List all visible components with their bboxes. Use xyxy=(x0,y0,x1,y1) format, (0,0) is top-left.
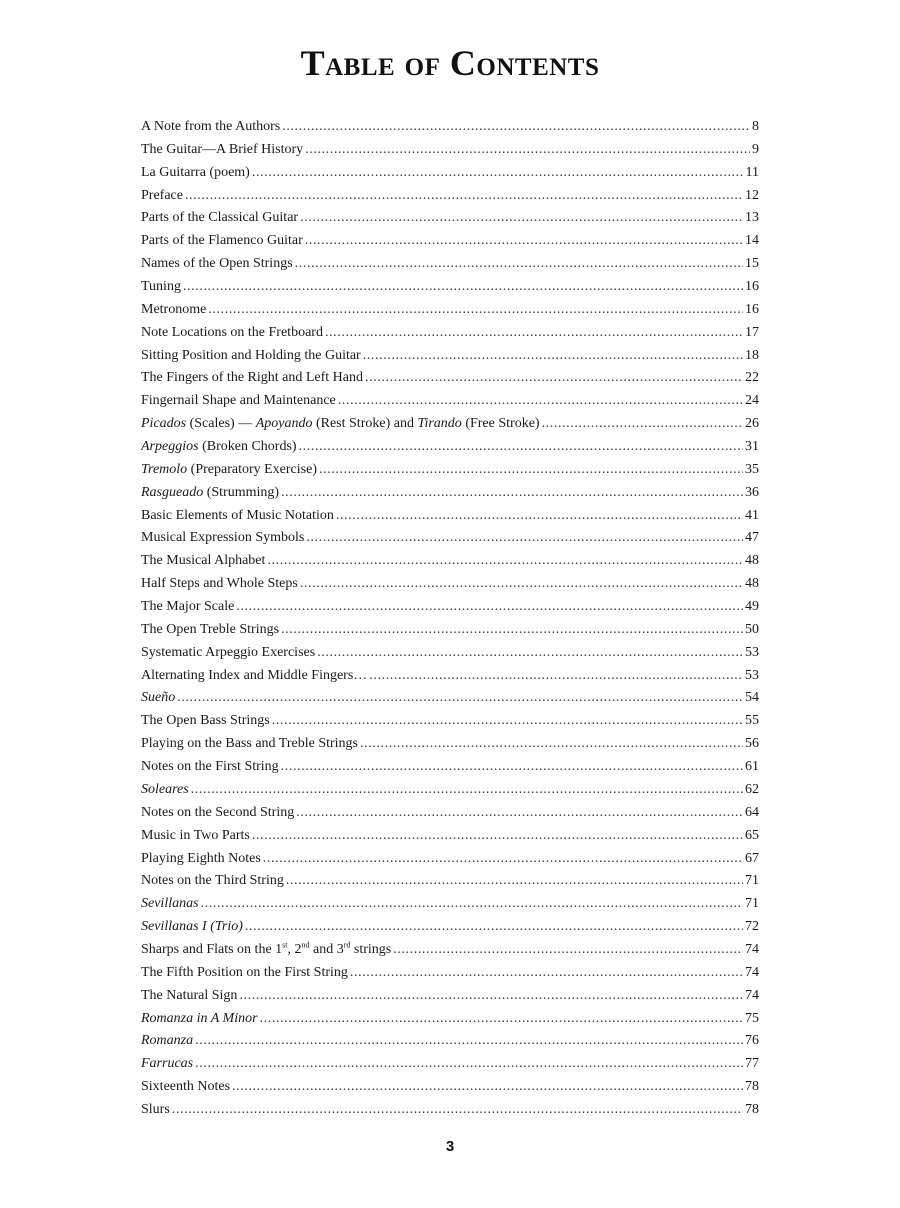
toc-entry[interactable] xyxy=(141,367,759,390)
ordinal-suffix: st xyxy=(282,940,288,950)
title-segment: A Note from the Authors xyxy=(141,119,281,134)
title-segment: (Rest Stroke) and xyxy=(312,416,418,432)
toc-entry-title xyxy=(141,276,181,299)
title-segment: Parts of the Classical Guitar xyxy=(141,210,299,226)
toc-entry[interactable] xyxy=(141,322,759,345)
toc-entry-title xyxy=(141,162,250,185)
title-segment: Half Steps and Whole Steps xyxy=(141,576,298,592)
title-segment: Notes on the First String xyxy=(141,759,279,775)
toc-entry-title xyxy=(141,870,284,893)
toc-entry-page: 78 xyxy=(745,1101,759,1117)
toc-entry-title xyxy=(141,185,183,208)
title-segment: Soleares xyxy=(141,781,189,797)
toc-entry[interactable] xyxy=(141,1076,759,1099)
title-segment: Apoyando xyxy=(255,416,313,432)
title-segment: Notes on the Second String xyxy=(141,804,295,820)
dot-leader xyxy=(305,230,743,253)
toc-entry[interactable] xyxy=(141,802,759,825)
title-segment: Picados xyxy=(141,416,187,432)
dot-leader xyxy=(281,619,743,642)
title-segment: Preface xyxy=(141,187,183,203)
title-segment: Sueño xyxy=(141,690,176,706)
title-segment: Tuning xyxy=(141,279,181,295)
toc-entry-title xyxy=(141,345,361,368)
toc-entry[interactable] xyxy=(141,505,759,528)
toc-entry[interactable] xyxy=(141,916,759,939)
toc-entry[interactable] xyxy=(141,116,759,139)
toc-entry-page: 53 xyxy=(745,667,759,683)
toc-entry-page: 71 xyxy=(745,873,759,889)
title-segment: The Natural Sign xyxy=(141,987,238,1003)
title-segment: Note Locations on the Fretboard xyxy=(141,324,323,340)
toc-entry-page: 14 xyxy=(745,233,759,249)
toc-entry[interactable] xyxy=(141,962,759,985)
toc-entry-page: 53 xyxy=(745,644,759,660)
title-segment: Sharps and Flats on the 1 xyxy=(141,941,283,957)
dot-leader xyxy=(177,687,743,710)
title-segment: Playing on the Bass and Treble Strings xyxy=(141,736,359,752)
toc-entry[interactable] xyxy=(141,779,759,802)
toc-entry[interactable] xyxy=(141,1099,759,1122)
toc-entry-page: 76 xyxy=(745,1033,759,1049)
ordinal-suffix: nd xyxy=(301,940,310,950)
toc-entry-page: 11 xyxy=(745,164,759,180)
toc-entry-page: 55 xyxy=(745,713,759,729)
toc-entry-page: 72 xyxy=(745,919,759,935)
toc-entry[interactable] xyxy=(141,893,759,916)
dot-leader xyxy=(267,550,743,573)
toc-entry[interactable] xyxy=(141,413,759,436)
toc-entry[interactable] xyxy=(141,573,759,596)
toc-entry-title xyxy=(141,1053,193,1076)
toc-entry-title xyxy=(141,207,298,230)
toc-entry-page: 74 xyxy=(745,987,759,1003)
title-segment: strings xyxy=(350,941,392,957)
dot-leader xyxy=(305,139,750,162)
dot-leader xyxy=(299,436,743,459)
toc-entry[interactable] xyxy=(141,436,759,459)
toc-entry-title xyxy=(141,116,280,139)
toc-entry-title xyxy=(141,550,265,573)
dot-leader xyxy=(252,162,744,185)
title-segment: Musical Expression Symbols xyxy=(141,530,305,546)
toc-entry[interactable] xyxy=(141,1053,759,1076)
toc-entry-title xyxy=(141,413,540,436)
toc-entry[interactable] xyxy=(141,1008,759,1031)
toc-entry[interactable] xyxy=(141,985,759,1008)
toc-entry[interactable] xyxy=(141,139,759,162)
toc-entry-page: 74 xyxy=(745,964,759,980)
toc-entry-title xyxy=(141,482,279,505)
toc-entry-title xyxy=(141,687,175,710)
dot-leader xyxy=(300,573,743,596)
title-segment: Sevillanas xyxy=(141,896,199,912)
toc-entry-title xyxy=(141,733,358,756)
dot-leader xyxy=(317,642,743,665)
dot-leader xyxy=(350,962,743,985)
toc-entry-title xyxy=(141,390,336,413)
toc-entry-page: 49 xyxy=(745,599,759,615)
toc-entry-page: 22 xyxy=(745,370,759,386)
toc-entry-page: 62 xyxy=(745,781,759,797)
toc-entry[interactable] xyxy=(141,733,759,756)
toc-entry[interactable] xyxy=(141,848,759,871)
page-number: 3 xyxy=(445,1138,455,1155)
title-segment: (Preparatory Exercise) xyxy=(187,461,317,477)
toc-entry-page: 35 xyxy=(745,461,759,477)
title-segment: The Major Scale xyxy=(141,599,235,615)
toc-entry-title xyxy=(141,756,279,779)
dot-leader xyxy=(325,322,743,345)
toc-entry[interactable] xyxy=(141,1030,759,1053)
toc-entry-page: 48 xyxy=(745,553,759,569)
dot-leader xyxy=(183,276,743,299)
dot-leader xyxy=(260,1008,743,1031)
toc-entry-title xyxy=(141,802,294,825)
toc-entry-title xyxy=(141,1099,170,1122)
toc-entry[interactable] xyxy=(141,642,759,665)
title-segment: Tirando xyxy=(417,416,462,432)
toc-entry-title xyxy=(141,848,261,871)
toc-entry-page: 67 xyxy=(745,850,759,866)
dot-leader xyxy=(300,207,743,230)
dot-leader xyxy=(201,893,743,916)
title-segment: Alternating Index and Middle Fingers… xyxy=(141,667,368,683)
toc-list xyxy=(141,116,759,1122)
title-segment: Rasgueado xyxy=(141,484,204,500)
toc-entry[interactable] xyxy=(141,550,759,573)
title-segment: Arpeggios xyxy=(141,439,199,455)
toc-entry[interactable] xyxy=(141,687,759,710)
dot-leader xyxy=(172,1099,743,1122)
toc-entry-page: 56 xyxy=(745,736,759,752)
toc-entry-page: 36 xyxy=(745,484,759,500)
toc-entry-title xyxy=(141,299,206,322)
toc-entry-page: 47 xyxy=(745,530,759,546)
dot-leader xyxy=(281,756,743,779)
toc-entry-title xyxy=(141,985,237,1008)
dot-leader xyxy=(336,505,743,528)
title-segment: (Strumming) xyxy=(203,484,280,500)
toc-entry-title xyxy=(141,710,270,733)
title-segment: Slurs xyxy=(141,1101,170,1117)
toc-entry[interactable] xyxy=(141,665,759,688)
toc-entry-title xyxy=(141,1076,230,1099)
dot-leader xyxy=(208,299,743,322)
toc-entry-title xyxy=(141,779,189,802)
toc-entry[interactable] xyxy=(141,619,759,642)
toc-entry[interactable] xyxy=(141,756,759,779)
toc-entry-page: 12 xyxy=(745,187,759,203)
title-segment: Sevillanas I (Trio) xyxy=(141,919,243,935)
dot-leader xyxy=(338,390,743,413)
title-segment: Names of the Open Strings xyxy=(141,256,293,272)
toc-entry-title xyxy=(141,665,367,688)
dot-leader xyxy=(369,665,743,688)
toc-entry-page: 26 xyxy=(745,416,759,432)
title-segment: Tremolo xyxy=(141,461,188,477)
title-segment: The Fifth Position on the First String xyxy=(141,964,348,980)
title-segment: La Guitarra (poem) xyxy=(141,164,250,180)
toc-entry-page: 8 xyxy=(752,119,759,134)
toc-entry[interactable] xyxy=(141,710,759,733)
toc-entry-page: 13 xyxy=(745,210,759,226)
dot-leader xyxy=(252,825,743,848)
toc-entry[interactable] xyxy=(141,207,759,230)
toc-entry[interactable] xyxy=(141,185,759,208)
title-segment: Parts of the Flamenco Guitar xyxy=(141,233,303,249)
dot-leader xyxy=(195,1030,743,1053)
toc-entry[interactable] xyxy=(141,459,759,482)
title-segment: The Open Treble Strings xyxy=(141,621,280,637)
toc-entry-title xyxy=(141,230,303,253)
dot-leader xyxy=(282,116,750,139)
title-segment: The Fingers of the Right and Left Hand xyxy=(141,370,364,386)
toc-entry-title xyxy=(141,916,243,939)
dot-leader xyxy=(236,596,743,619)
toc-entry-title xyxy=(141,573,298,596)
toc-entry[interactable] xyxy=(141,162,759,185)
title-segment: The Open Bass Strings xyxy=(141,713,270,729)
toc-entry-title xyxy=(141,1030,193,1053)
dot-leader xyxy=(286,870,743,893)
dot-leader xyxy=(195,1053,743,1076)
toc-entry-page: 18 xyxy=(745,347,759,363)
toc-entry-title xyxy=(141,459,317,482)
toc-entry-page: 31 xyxy=(745,439,759,455)
toc-entry[interactable] xyxy=(141,390,759,413)
dot-leader xyxy=(365,367,743,390)
toc-entry[interactable] xyxy=(141,299,759,322)
toc-entry-title xyxy=(141,367,363,390)
toc-entry-page: 65 xyxy=(745,827,759,843)
dot-leader xyxy=(542,413,743,436)
toc-entry-title xyxy=(141,596,234,619)
title-segment: Basic Elements of Music Notation xyxy=(141,507,334,523)
dot-leader xyxy=(319,459,743,482)
ordinal-suffix: rd xyxy=(343,940,351,950)
toc-entry[interactable] xyxy=(141,939,759,962)
title-segment: Playing Eighth Notes xyxy=(141,850,261,866)
toc-entry[interactable] xyxy=(141,345,759,368)
toc-entry-title xyxy=(141,962,348,985)
dot-leader xyxy=(239,985,743,1008)
toc-entry-title xyxy=(141,436,297,459)
title-segment: The Guitar—A Brief History xyxy=(141,141,304,157)
toc-entry-title xyxy=(141,939,391,962)
toc-entry-page: 16 xyxy=(745,279,759,295)
toc-entry-page: 48 xyxy=(745,576,759,592)
toc-entry-title xyxy=(141,1008,258,1031)
toc-entry-title xyxy=(141,253,293,276)
title-segment: Systematic Arpeggio Exercises xyxy=(141,644,316,660)
toc-entry[interactable] xyxy=(141,527,759,550)
title-segment: The Musical Alphabet xyxy=(141,553,266,569)
toc-entry-title xyxy=(141,893,199,916)
toc-entry[interactable] xyxy=(141,870,759,893)
title-segment: Romanza xyxy=(141,1033,194,1049)
title-segment: and 3 xyxy=(309,941,344,957)
dot-leader xyxy=(245,916,743,939)
toc-entry-title xyxy=(141,139,303,162)
toc-entry[interactable] xyxy=(141,596,759,619)
title-segment: Fingernail Shape and Maintenance xyxy=(141,393,336,409)
title-segment: Farrucas xyxy=(141,1056,194,1072)
toc-entry-page: 74 xyxy=(745,941,759,957)
dot-leader xyxy=(185,185,743,208)
toc-entry[interactable] xyxy=(141,825,759,848)
page-title: Table of Contents xyxy=(300,43,600,83)
toc-entry-page: 75 xyxy=(745,1010,759,1026)
dot-leader xyxy=(281,482,743,505)
toc-entry-page: 24 xyxy=(745,393,759,409)
toc-entry-title xyxy=(141,825,250,848)
toc-entry[interactable] xyxy=(141,482,759,505)
title-segment: Music in Two Parts xyxy=(141,827,250,843)
toc-entry-page: 16 xyxy=(745,301,759,317)
title-segment: Notes on the Third String xyxy=(141,873,284,889)
dot-leader xyxy=(263,848,743,871)
title-segment: Romanza in A Minor xyxy=(141,1010,258,1026)
toc-entry-page: 15 xyxy=(745,256,759,272)
title-segment: Metronome xyxy=(141,301,207,317)
toc-entry-page: 61 xyxy=(745,759,759,775)
dot-leader xyxy=(232,1076,743,1099)
title-segment: (Broken Chords) xyxy=(198,439,297,455)
toc-entry-title xyxy=(141,322,323,345)
dot-leader xyxy=(360,733,743,756)
toc-entry-page: 71 xyxy=(745,896,759,912)
toc-entry-title xyxy=(141,505,334,528)
title-segment: , 2 xyxy=(287,941,302,957)
toc-entry-title xyxy=(141,527,304,550)
toc-entry[interactable] xyxy=(141,276,759,299)
toc-entry-title xyxy=(141,642,315,665)
toc-entry-page: 78 xyxy=(745,1079,759,1095)
toc-entry[interactable] xyxy=(141,253,759,276)
dot-leader xyxy=(191,779,743,802)
dot-leader xyxy=(306,527,743,550)
toc-entry-page: 54 xyxy=(745,690,759,706)
title-segment: (Free Stroke) xyxy=(461,416,540,432)
toc-entry-page: 41 xyxy=(745,507,759,523)
toc-entry-title xyxy=(141,619,279,642)
dot-leader xyxy=(295,253,743,276)
title-segment: Sixteenth Notes xyxy=(141,1079,231,1095)
dot-leader xyxy=(272,710,743,733)
title-segment: (Scales) — xyxy=(186,416,256,432)
toc-entry-page: 64 xyxy=(745,804,759,820)
dot-leader xyxy=(393,939,743,962)
toc-entry-page: 50 xyxy=(745,621,759,637)
title-segment: Sitting Position and Holding the Guitar xyxy=(141,347,361,363)
toc-entry-page: 17 xyxy=(745,324,759,340)
toc-entry-page: 77 xyxy=(745,1056,759,1072)
toc-entry[interactable] xyxy=(141,230,759,253)
dot-leader xyxy=(296,802,743,825)
toc-entry-page: 9 xyxy=(752,141,759,157)
dot-leader xyxy=(363,345,743,368)
